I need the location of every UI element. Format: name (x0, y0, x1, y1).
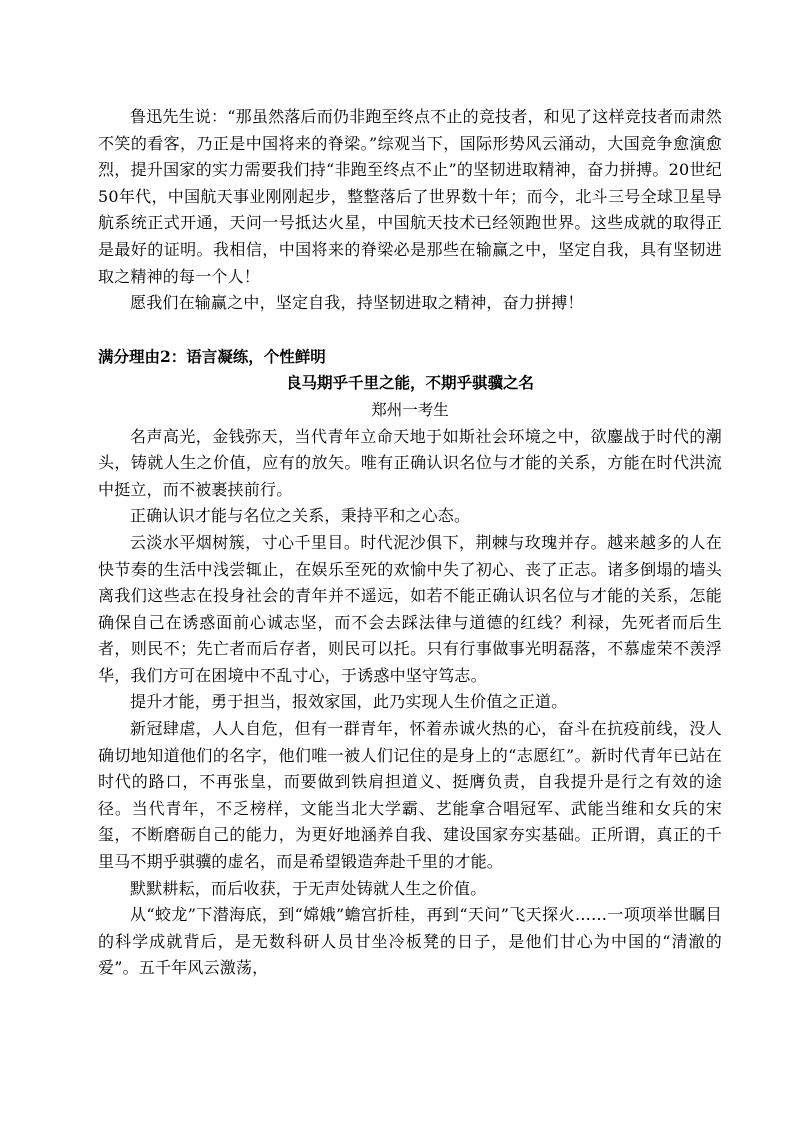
essay-paragraph: 名声高光，金钱弥天，当代青年立命天地于如斯社会环境之中，欲鏖战于时代的潮头，铸就人生之价值，应有的放矢。唯有正确认识名位与才能的关系，方能在时代洪流中挺立，而不被裹挟前行。 (98, 426, 722, 499)
essay-paragraph: 云淡水平烟树簇，寸心千里目。时代泥沙俱下，荆棘与玫瑰并存。越来越多的人在快节奏的生活中浅尝辄止，在娱乐至死的欢愉中失了初心、丧了正志。诸多倒塌的墙头离我们这些志在投身社会的青年并不遥远，如若不能正确认识名位与才能的关系，怎能确保自己在诱惑面前心诚志坚，而不会去踩法律与道德的红线？利禄，先死者而后生者，则民不；先亡者而后存者，则民可以托。只有行事做事光明磊落，不慕虚荣不羡浮华，我们方可在困境中不乱寸心，于诱惑中坚守笃志。 (98, 532, 722, 685)
body-paragraph: 愿我们在输赢之中，坚定自我，持坚韧进取之精神，奋力拼搏！ (130, 293, 584, 313)
essay-paragraph: 正确认识才能与名位之关系，秉持平和之心态。 (130, 506, 471, 526)
section-spacer (98, 317, 722, 344)
essay-paragraph: 提升才能，勇于担当，报效家国，此乃实现人生价值之正道。 (130, 692, 568, 712)
section-heading: 满分理由2：语言凝练，个性鲜明 (98, 346, 326, 366)
body-paragraph: 鲁迅先生说：“那虽然落后而仍非跑至终点不止的竞技者，和见了这样竞技者而肃然不笑的看客，乃正是中国将来的脊梁。”综观当下，国际形势风云涌动，大国竞争愈演愈烈，提升国家的实力需要我们持“非跑至终点不止”的坚韧进取精神，奋力拼搏。20世纪50年代，中国航天事业刚刚起步，整整落后了世界数十年；而今，北斗三号全球卫星导航系统正式开通，天问一号抵达火星，中国航天技术已经领跑世界。这些成就的取得正是最好的证明。我相信，中国将来的脊梁必是那些在输赢之中，坚定自我，具有坚韧进取之精神的每一个人！ (98, 107, 722, 286)
essay-paragraph: 从“蛟龙”下潜海底，到“嫦娥”蟾宫折桂，再到“天问”飞天探火……一项项举世瞩目的科学成就背后，是无数科研人员甘坐冷板凳的日子，是他们甘心为中国的“清澈的爱”。五千年风云激荡， (98, 905, 722, 978)
essay-author: 郑州一考生 (371, 400, 449, 419)
essay-paragraph: 新冠肆虐，人人自危，但有一群青年，怀着赤诚火热的心，奋斗在抗疫前线，没人确切地知道他们的名字，他们唯一被人们记住的是身上的“志愿红”。新时代青年已站在时代的路口，不再张皇，而要做到铁肩担道义、挺膺负责，自我提升是行之有效的途径。当代青年，不乏榜样，文能当北大学霸、艺能拿合唱冠军、武能当维和女兵的宋玺，不断磨砺自己的能力，为更好地涵养自我、建设国家夯实基础。正所谓，真正的千里马不期乎骐骥的虚名，而是希望锻造奔赴千里的才能。 (98, 719, 722, 872)
essay-paragraph: 默默耕耘，而后收获，于无声处铸就人生之价值。 (130, 878, 487, 898)
document-body (98, 104, 722, 982)
essay-title: 良马期乎千里之能，不期乎骐骥之名 (285, 373, 534, 393)
